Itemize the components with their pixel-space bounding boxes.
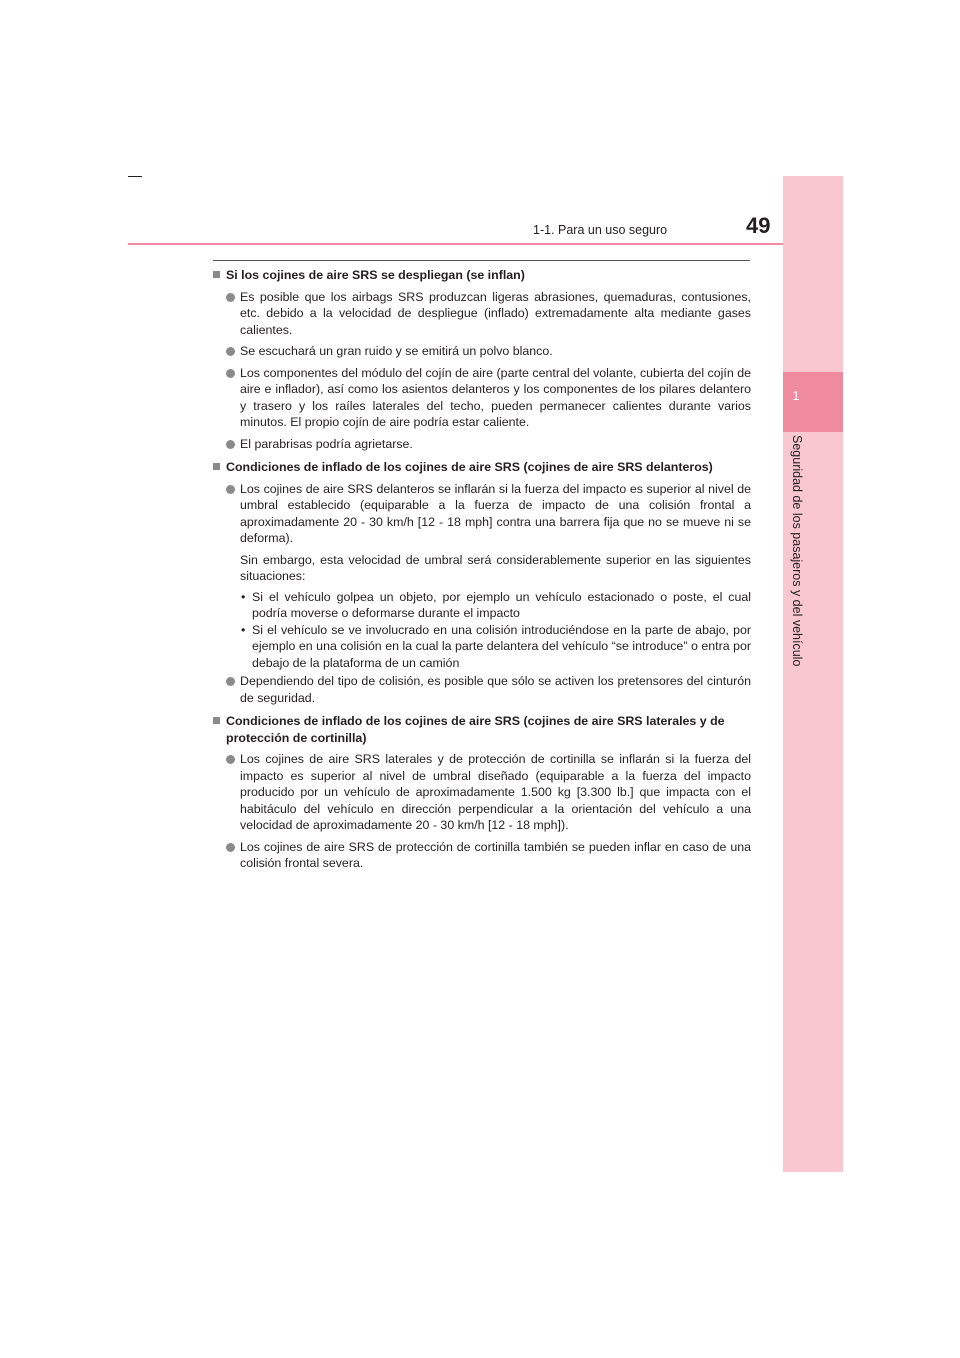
list-item: Los componentes del módulo del cojín de aire (parte central del volante, cubierta del cojín de aire e inflador), así como los asientos delanteros y los componentes de los pilares delantero y trasero y los raíles laterales del techo, pueden permanecer calientes durante varios minutos. El propio cojín de aire podría estar caliente.: [213, 365, 751, 431]
content-top-rule: [213, 260, 750, 261]
bullet-glyph: •: [241, 589, 246, 604]
section-heading: Condiciones de inflado de los cojines de aire SRS (cojines de aire SRS laterales y de protección de cortinilla): [213, 713, 751, 746]
circle-bullet-icon: [226, 440, 235, 449]
list-item: Dependiendo del tipo de colisión, es posible que sólo se activen los pretensores del cinturón de seguridad.: [213, 673, 751, 706]
list-item: Es posible que los airbags SRS produzcan ligeras abrasiones, quemaduras, contusiones, etc. debido a la velocidad de despliegue (inflado) extremadamente alta mediante gases calientes.: [213, 289, 751, 339]
list-item: El parabrisas podría agrietarse.: [213, 436, 751, 453]
chapter-number: 1: [792, 388, 800, 403]
page-number: 49: [746, 213, 771, 238]
circle-bullet-icon: [226, 369, 235, 378]
crop-mark-top-left: [128, 176, 142, 177]
page-content: [213, 267, 751, 872]
list-item: Los cojines de aire SRS laterales y de protección de cortinilla se inflarán si la fuerza del impacto es superior al nivel de umbral diseñado (equiparable a la fuerza del impacto producido por un vehículo de aproximadamente 1.500 kg [3.300 lb.] que impacta con el habitáculo del vehículo en dirección perpendicular a la orientación del vehículo a una velocidad de aproximadamente 20 - 30 km/h [12 - 18 mph]).: [213, 751, 751, 834]
list-item: Los cojines de aire SRS de protección de cortinilla también se pueden inflar en caso de una colisión frontal severa.: [213, 839, 751, 872]
square-bullet-icon: [213, 463, 220, 470]
sub-list-item: • Si el vehículo se ve involucrado en una colisión introduciéndose en la parte de abajo, por ejemplo en una colisión en la cual la parte delantera del vehículo “se introduce” o entra por debajo de la plataforma de un camión: [241, 622, 751, 670]
square-bullet-icon: [213, 717, 220, 724]
square-bullet-icon: [213, 271, 220, 278]
list-item: Los cojines de aire SRS delanteros se inflarán si la fuerza del impacto es superior al nivel de umbral establecido (equiparable a la fuerza de impacto de una colisión frontal a aproximadamente 20 - 30 km/h [12 - 18 mph] contra una barrera fija que no se mueve ni se deforma).: [213, 481, 751, 547]
chapter-title: Seguridad de los pasajeros y del vehículo: [790, 435, 804, 667]
circle-bullet-icon: [226, 843, 235, 852]
circle-bullet-icon: [226, 677, 235, 686]
circle-bullet-icon: [226, 755, 235, 764]
header-rule: [128, 243, 783, 245]
circle-bullet-icon: [226, 293, 235, 302]
header-section-title: 1-1. Para un uso seguro: [533, 223, 668, 237]
circle-bullet-icon: [226, 347, 235, 356]
section-heading: Si los cojines de aire SRS se despliegan (se inflan): [213, 267, 751, 284]
paragraph: Sin embargo, esta velocidad de umbral será considerablemente superior en las siguientes situaciones:: [240, 552, 751, 583]
sub-list-item: • Si el vehículo golpea un objeto, por ejemplo un vehículo estacionado o poste, el cual podría moverse o deformarse durante el impacto: [241, 589, 751, 620]
circle-bullet-icon: [226, 485, 235, 494]
bullet-glyph: •: [241, 622, 246, 637]
section-heading: Condiciones de inflado de los cojines de aire SRS (cojines de aire SRS delanteros): [213, 459, 751, 476]
list-item: Se escuchará un gran ruido y se emitirá un polvo blanco.: [213, 343, 751, 360]
